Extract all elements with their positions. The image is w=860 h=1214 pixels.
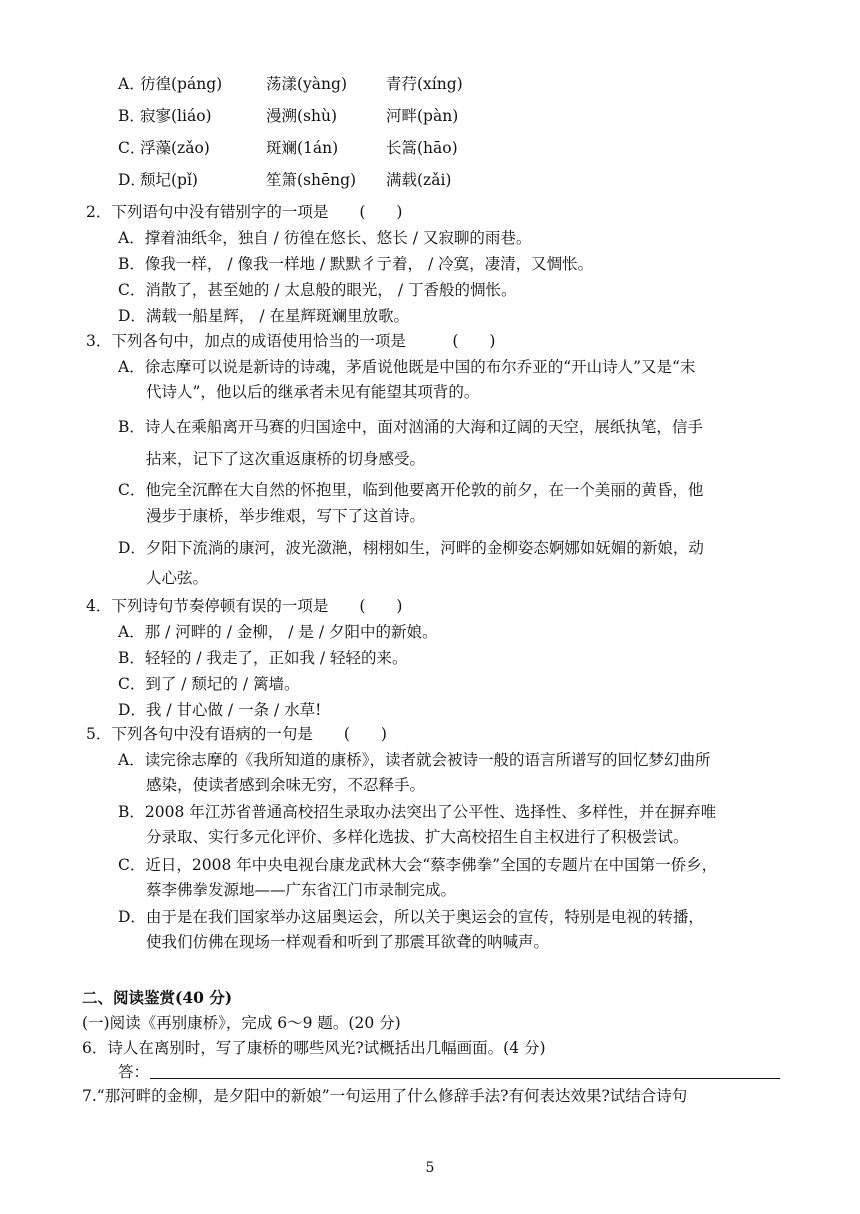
section-2-title: 二、阅读鉴赏(40 分) xyxy=(82,988,233,1007)
q1-b-label: B． xyxy=(118,107,145,125)
q5-option-c-line-1: C．近日，2008 年中央电视台康龙武林大会“蔡李佛拳”全国的专题片在中国第一侨乡， xyxy=(118,856,718,874)
q1-b-item-2: 漫溯(shù) xyxy=(266,107,338,125)
q5-option-d-line-1: D．由于是在我们国家举办这届奥运会，所以关于奥运会的宣传，特别是电视的转播， xyxy=(118,908,704,926)
q1-a-item-2: 荡漾(yàng) xyxy=(266,75,347,93)
q1-a-label: A． xyxy=(118,75,145,93)
q2-option-c: C．消散了，甚至她的 / 太息般的眼光， / 丁香般的惆怅。 xyxy=(118,281,517,299)
q2-option-a: A．撑着油纸伞，独自 / 彷徨在悠长、悠长 / 又寂聊的雨巷。 xyxy=(118,229,532,247)
q5-option-d-line-2: 使我们仿佛在现场一样观看和听到了那震耳欲聋的呐喊声。 xyxy=(146,933,550,951)
q4-option-a: A．那 / 河畔的 / 金柳， / 是 / 夕阳中的新娘。 xyxy=(118,623,438,641)
q5-option-b-line-1: B．2008 年江苏省普通高校招生录取办法突出了公平性、选择性、多样性，并在摒弃唯 xyxy=(118,803,717,821)
q5-option-b-line-2: 分录取、实行多元化评价、多样化选拔、扩大高校招生自主权进行了积极尝试。 xyxy=(146,828,689,846)
q1-d-item-1: 颓圮(pǐ) xyxy=(140,171,198,189)
q1-d-item-2: 笙箫(shēng) xyxy=(266,171,357,189)
section-2-subtitle: (一)阅读《再别康桥》，完成 6～9 题。(20 分) xyxy=(82,1014,401,1032)
q4-option-c: C．到了 / 颓圮的 / 篱墙。 xyxy=(118,675,300,693)
page-number: 5 xyxy=(425,1160,435,1176)
q4-option-b: B．轻轻的 / 我走了，正如我 / 轻轻的来。 xyxy=(118,649,408,667)
q4-option-d: D．我 / 甘心做 / 一条 / 水草! xyxy=(118,701,322,719)
q1-b-item-3: 河畔(pàn) xyxy=(386,107,459,125)
q2-stem: 2．下列语句中没有错别字的一项是 ( ) xyxy=(86,203,403,221)
q1-b-item-1: 寂寥(liáo) xyxy=(140,107,212,125)
q3-option-c-line-2: 漫步于康桥，举步维艰，写下了这首诗。 xyxy=(146,507,426,525)
q7-stem: 7.“那河畔的金柳，是夕阳中的新娘”一句运用了什么修辞手法?有何表达效果?试结合诗句 xyxy=(82,1087,688,1105)
q1-d-label: D． xyxy=(118,171,146,189)
q3-option-d-line-1: D．夕阳下流淌的康河，波光潋滟，栩栩如生，河畔的金柳姿态婀娜如妩媚的新娘，动 xyxy=(118,539,704,557)
q1-c-item-1: 浮藻(zǎo) xyxy=(140,139,210,157)
q6-answer-line[interactable] xyxy=(150,1078,780,1079)
q5-stem: 5．下列各句中没有语病的一句是 ( ) xyxy=(86,725,387,743)
q3-option-a-line-1: A．徐志摩可以说是新诗的诗魂，茅盾说他既是中国的布尔乔亚的“开山诗人”又是“末 xyxy=(118,358,696,376)
q5-option-a-line-2: 感染，使读者感到余味无穷，不忍释手。 xyxy=(146,776,426,794)
q1-d-item-3: 满载(zǎi) xyxy=(386,171,452,189)
q3-option-d-line-2: 人心弦。 xyxy=(146,569,209,587)
q2-option-d: D．满载一船星辉， / 在星辉斑斓里放歌。 xyxy=(118,307,410,325)
q3-option-a-line-2: 代诗人”，他以后的继承者未见有能望其项背的。 xyxy=(146,383,480,401)
q1-a-item-1: 彷徨(páng) xyxy=(140,75,223,93)
q5-option-a-line-1: A．读完徐志摩的《我所知道的康桥》，读者就会被诗一般的语言所谱写的回忆梦幻曲所 xyxy=(118,751,711,769)
q1-a-item-3: 青荇(xíng) xyxy=(386,75,463,93)
q3-option-b-line-1: B．诗人在乘船离开马赛的归国途中，面对汹涌的大海和辽阔的天空，展纸执笔，信手 xyxy=(118,418,703,436)
q1-c-item-3: 长篙(hāo) xyxy=(386,139,458,157)
q2-option-b: B．像我一样， / 像我一样地 / 默默彳亍着， / 冷寞，凄清，又惆怅。 xyxy=(118,255,594,273)
q1-c-item-2: 斑斓(1án) xyxy=(266,139,339,157)
q5-option-c-line-2: 蔡李佛拳发源地——广东省江门市录制完成。 xyxy=(146,881,457,899)
q6-stem: 6．诗人在离别时，写了康桥的哪些风光?试概括出几幅画面。(4 分) xyxy=(82,1039,546,1057)
q3-stem: 3．下列各句中，加点的成语使用恰当的一项是 ( ) xyxy=(86,332,496,350)
q3-option-c-line-1: C．他完全沉醉在大自然的怀抱里，临到他要离开伦敦的前夕，在一个美丽的黄昏，他 xyxy=(118,481,704,499)
q4-stem: 4．下列诗句节奏停顿有误的一项是 ( ) xyxy=(86,597,403,615)
q3-option-b-line-2: 拈来，记下了这次重返康桥的切身感受。 xyxy=(146,450,426,468)
q6-answer-label: 答： xyxy=(118,1063,150,1081)
q1-c-label: C． xyxy=(118,139,146,157)
